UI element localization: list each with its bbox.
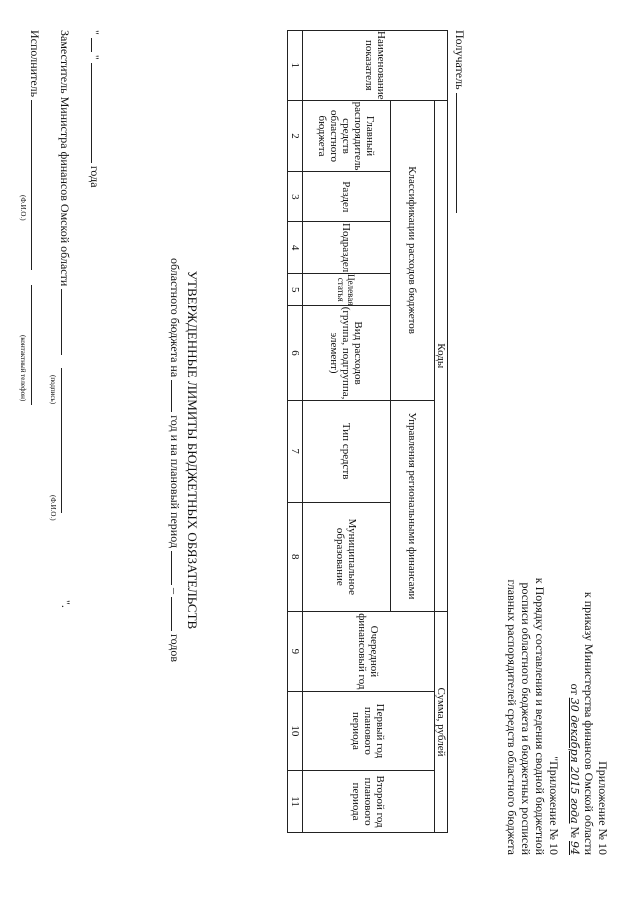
limits-table xyxy=(287,30,448,833)
deputy-name-blank xyxy=(61,368,73,513)
procedure-line1: "Приложение № 10 xyxy=(547,756,561,855)
signature-caption: (подпись) xyxy=(49,375,57,405)
appendix-number-label: № xyxy=(568,826,582,838)
header-target: Целевая статья xyxy=(303,274,391,306)
col-number-6: 6 xyxy=(288,306,303,400)
header-classification: Классификации расходов бюджетов xyxy=(391,100,435,400)
header-expense-type: Вид расходов (группа, подгруппа, элемент) xyxy=(303,306,391,400)
subtitle-part2: год и на плановый период xyxy=(168,415,182,548)
appendix-line2: к приказу Министерства финансов Омской области xyxy=(582,591,596,855)
day-blank xyxy=(91,38,103,52)
header-current-year: Очередной финансовый год xyxy=(303,612,435,692)
page-subtitle xyxy=(168,220,183,700)
deputy-signature-blank xyxy=(61,289,73,355)
header-funds-type: Тип средств xyxy=(303,400,391,502)
header-section: Раздел xyxy=(303,172,391,222)
footer-date-line xyxy=(88,30,103,188)
col-number-3: 3 xyxy=(288,172,303,222)
recipient-line xyxy=(453,30,468,213)
appendix-number: 94 xyxy=(568,841,581,855)
header-management: Управления региональными финансами xyxy=(391,400,435,611)
footer-executor-line xyxy=(28,30,43,405)
header-sum: Сумма, рублей xyxy=(435,612,448,833)
subtitle-part3: годов xyxy=(168,633,182,663)
executor-phone-blank xyxy=(31,285,43,405)
header-codes: Коды xyxy=(435,100,448,612)
phone-caption: (контактный телефон) xyxy=(19,335,27,402)
header-first-year: Первый год планового периода xyxy=(303,691,435,770)
header-name: Наименование показателя xyxy=(303,31,448,101)
appendix-from: от xyxy=(568,683,582,695)
deputy-label: Заместитель Министра финансов Омской области xyxy=(58,30,72,287)
procedure-header xyxy=(505,578,561,855)
procedure-line2: к Порядку составления и ведения сводной бюджетной xyxy=(533,577,547,855)
quote-open: " xyxy=(88,30,102,35)
deputy-fio-caption: (Ф.И.О.) xyxy=(49,495,57,521)
executor-name-blank xyxy=(31,100,43,270)
col-number-8: 8 xyxy=(288,502,303,611)
appendix-header xyxy=(567,592,610,855)
col-number-4: 4 xyxy=(288,222,303,274)
header-main-manager: Главный распорядитель средств областного бюджета xyxy=(303,100,391,172)
page-title: УТВЕРЖДЕННЫЕ ЛИМИТЫ БЮДЖЕТНЫХ ОБЯЗАТЕЛЬСТВ xyxy=(185,270,200,630)
executor-label: Исполнитель xyxy=(28,30,42,98)
col-number-2: 2 xyxy=(288,100,303,172)
subtitle-part1: областного бюджета на xyxy=(168,257,182,378)
col-number-9: 9 xyxy=(288,612,303,692)
executor-fio-caption: (Ф.И.О.) xyxy=(19,195,27,221)
month-blank xyxy=(91,63,103,163)
header-municipality: Муниципальное образование xyxy=(303,502,391,611)
col-number-5: 5 xyxy=(288,274,303,306)
subtitle-dash: – xyxy=(168,587,182,594)
col-number-1: 1 xyxy=(288,31,303,101)
procedure-line3: росписи областного бюджета и бюджетных росписей xyxy=(519,582,533,855)
procedure-line4: главных распорядителей средств областного бюджета xyxy=(505,579,519,855)
year-blank xyxy=(171,380,183,412)
plan-start-blank xyxy=(171,551,183,585)
recipient-blank xyxy=(456,93,468,213)
footer-closing-quote: ". xyxy=(59,600,73,608)
header-second-year: Второй год планового периода xyxy=(303,771,435,833)
col-number-11: 11 xyxy=(288,771,303,833)
appendix-line1: Приложение № 10 xyxy=(596,761,610,855)
footer-deputy-line xyxy=(58,30,73,513)
col-number-7: 7 xyxy=(288,400,303,502)
recipient-label: Получатель xyxy=(453,30,467,90)
col-number-10: 10 xyxy=(288,691,303,770)
column-number-row xyxy=(288,31,303,833)
appendix-date: 30 декабря 2015 года xyxy=(568,697,581,824)
plan-end-blank xyxy=(171,597,183,631)
header-subsection: Подраздел xyxy=(303,222,391,274)
year-word: года xyxy=(88,165,102,188)
appendix-date-line xyxy=(567,592,582,855)
quote-close: " xyxy=(88,54,102,60)
